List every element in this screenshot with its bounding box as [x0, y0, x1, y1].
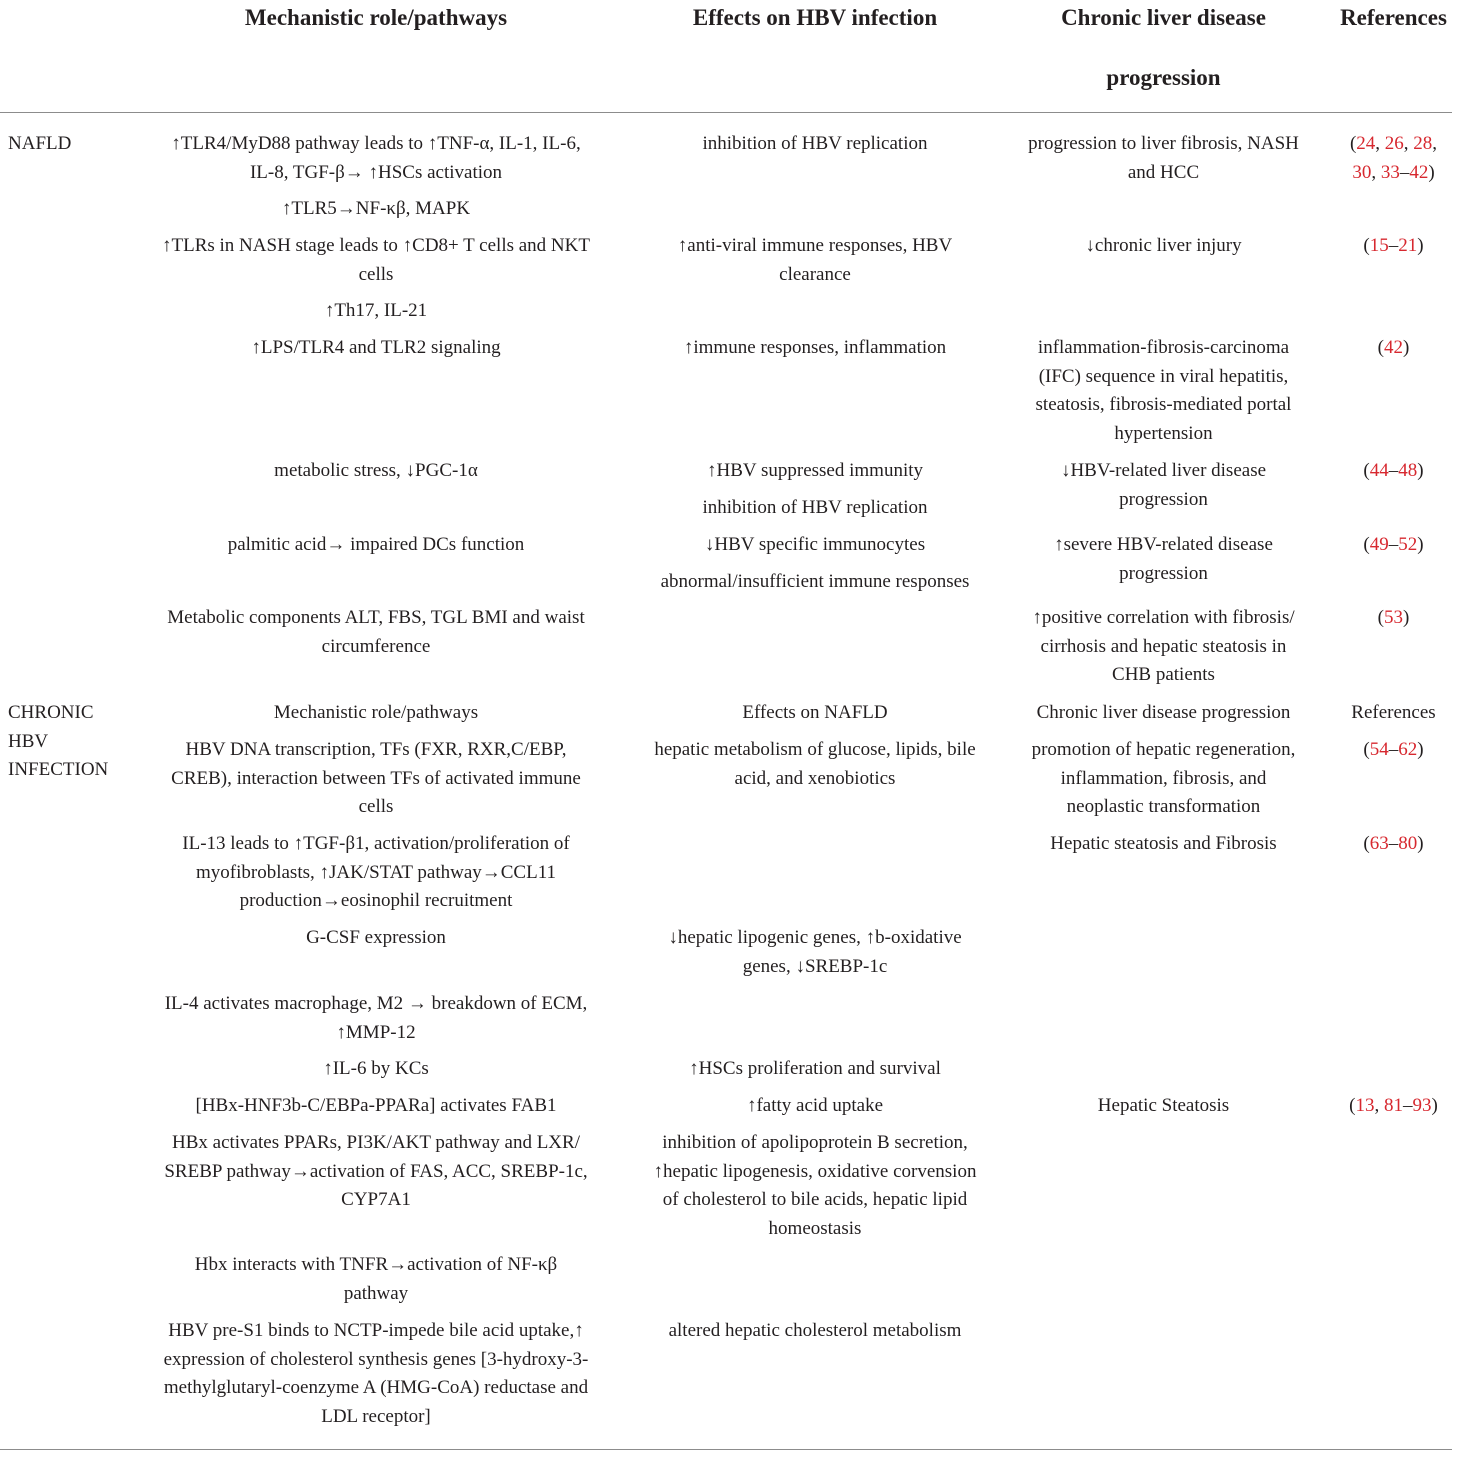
mechanism-cell [136, 195, 616, 224]
reference-number-link[interactable]: 28 [1413, 133, 1433, 154]
header-references: References [1340, 5, 1447, 30]
cell-line: progression [1119, 488, 1208, 510]
reference-number-link[interactable]: 21 [1398, 235, 1418, 256]
cell-line: cells [358, 263, 394, 285]
cell-line: ↑LPS/TLR4 and TLR2 signaling [251, 337, 501, 358]
cell-line: production→eosinophil recruitment [239, 890, 513, 911]
cell-line[interactable]: (24, 26, 28, [1349, 133, 1438, 154]
cell-line[interactable]: (63–80) [1363, 833, 1424, 854]
cell-line: of cholesterol to bile acids, hepatic lipid [662, 1189, 968, 1210]
cell-line: SREBP pathway→activation of FAS, ACC, SREBP-1c, [164, 1160, 588, 1182]
cell-line: palmitic acid→ impaired DCs function [227, 534, 525, 555]
progression-cell [1000, 531, 1327, 588]
cell-line: acid, and xenobiotics [734, 767, 896, 789]
cell-line: ↓chronic liver injury [1085, 235, 1242, 256]
cell-line[interactable]: (42) [1377, 337, 1410, 358]
cell-line: ↑HSCs proliferation and survival [689, 1058, 941, 1079]
cell-line[interactable]: (15–21) [1363, 235, 1424, 256]
cell-line: inhibition of HBV replication [702, 133, 928, 154]
progression-cell [1000, 604, 1327, 690]
cell-line: inhibition of apolipoprotein B secretion, [662, 1132, 968, 1153]
reference-number-link[interactable]: 48 [1398, 460, 1418, 481]
cell-line: cirrhosis and hepatic steatosis in [1040, 635, 1287, 657]
header-effects: Effects on HBV infection [692, 5, 938, 30]
category-nafld: NAFLD [8, 133, 72, 154]
progression-cell [1000, 457, 1327, 514]
cell-line: neoplastic transformation [1066, 796, 1261, 817]
cell-line: G-CSF expression [306, 927, 446, 948]
reference-number-link[interactable]: 63 [1369, 833, 1389, 854]
mechanism-cell [136, 924, 616, 953]
mechanism-cell [136, 1129, 616, 1215]
effect-cell [630, 1317, 1000, 1346]
effect-cell [630, 568, 1000, 597]
cell-line: CREB), interaction between TFs of activated immune [171, 767, 581, 789]
effect-cell [630, 924, 1000, 981]
cell-line: Hbx interacts with TNFR→activation of NF-κβ [194, 1254, 558, 1275]
header-rule [0, 112, 1452, 113]
category-chronic-hbv [8, 699, 133, 785]
mechanism-cell [136, 531, 616, 560]
header-progression-line2: progression [1106, 65, 1221, 90]
effect-cell [630, 1129, 1000, 1243]
reference-number-link[interactable]: 54 [1369, 739, 1389, 760]
cell-line[interactable]: (13, 81–93) [1349, 1095, 1438, 1116]
reference-number-link[interactable]: 13 [1355, 1095, 1375, 1116]
effect-cell [630, 232, 1000, 289]
cell-line: clearance [779, 263, 851, 285]
mechanism-cell [136, 232, 616, 289]
cell-line[interactable]: (44–48) [1363, 460, 1424, 481]
mechanism-cell [136, 990, 616, 1047]
reference-number-link[interactable]: 62 [1398, 739, 1418, 760]
cell-line: homeostasis [768, 1217, 862, 1239]
cell-line: steatosis, fibrosis-mediated portal [1035, 394, 1292, 415]
cell-line: pathway [343, 1282, 409, 1304]
reference-number-link[interactable]: 49 [1369, 534, 1389, 555]
reference-number-link[interactable]: 81 [1384, 1095, 1403, 1116]
cell-line: methylglutaryl-coenzyme A (HMG-CoA) reductase and [163, 1377, 589, 1398]
header-progression-line1: Chronic liver disease [1061, 5, 1266, 30]
mechanism-cell [136, 1092, 616, 1121]
cell-line: ↓HBV specific immunocytes [704, 534, 926, 555]
effect-cell [630, 130, 1000, 159]
cell-line: ↑IL-6 by KCs [323, 1058, 429, 1079]
cell-line: LDL receptor] [321, 1405, 431, 1427]
reference-number-link[interactable]: 30 [1352, 161, 1372, 183]
cell-line: ↑positive correlation with fibrosis/ [1032, 607, 1295, 628]
cell-line: myofibroblasts, ↑JAK/STAT pathway→CCL11 [196, 861, 556, 883]
progression-cell [1000, 736, 1327, 822]
reference-cell [1327, 531, 1460, 560]
reference-number-link[interactable]: 15 [1369, 235, 1389, 256]
reference-number-link[interactable]: 52 [1398, 534, 1418, 555]
reference-number-link[interactable]: 24 [1356, 133, 1376, 154]
cell-line: genes, ↓SREBP-1c [742, 955, 888, 977]
cell-line: CHB patients [1112, 664, 1215, 685]
reference-cell [1327, 334, 1460, 363]
cell-line[interactable]: (53) [1377, 607, 1410, 628]
cell-line: progression to liver fibrosis, NASH [1028, 133, 1299, 154]
cell-line: inhibition of HBV replication [702, 497, 928, 518]
mechanism-cell [136, 1251, 616, 1308]
cell-line: Mechanistic role/pathways [273, 702, 479, 723]
cell-line: HBV DNA transcription, TFs (FXR, RXR,C/EBP, [185, 739, 567, 760]
cell-line: hepatic metabolism of glucose, lipids, bile [654, 739, 976, 760]
progression-cell [1000, 830, 1327, 859]
effect-cell [630, 736, 1000, 793]
effect-cell [630, 1092, 1000, 1121]
cell-line: Metabolic components ALT, FBS, TGL BMI and waist [167, 607, 585, 628]
progression-cell [1000, 130, 1327, 187]
mechanism-cell [136, 1055, 616, 1084]
effect-cell [630, 531, 1000, 560]
category-hbv-line3: INFECTION [8, 759, 109, 780]
cell-line: ↑TLR4/MyD88 pathway leads to ↑TNF-α, IL-1, IL-6, [171, 133, 581, 154]
reference-number-link[interactable]: 42 [1409, 161, 1429, 183]
cell-line: abnormal/insufficient immune responses [660, 571, 970, 592]
mechanism-cell [136, 736, 616, 822]
cell-line: progression [1119, 562, 1208, 584]
cell-line: ↑TLR5→NF-κβ, MAPK [281, 198, 471, 219]
cell-line: References [1351, 702, 1436, 723]
header-progression [1000, 0, 1327, 108]
reference-cell [1327, 830, 1460, 859]
cell-line: ↑fatty acid uptake [746, 1095, 884, 1116]
cell-line: ↓hepatic lipogenic genes, ↑b-oxidative [668, 927, 962, 948]
effect-cell [630, 457, 1000, 486]
cell-line: cells [358, 796, 394, 817]
cell-line: ↑anti-viral immune responses, HBV [677, 235, 953, 256]
cell-line: hypertension [1114, 422, 1213, 444]
mechanism-cell [136, 1317, 616, 1431]
mechanism-cell [136, 457, 616, 486]
progression-cell [1000, 232, 1327, 261]
progression-cell [1000, 1092, 1327, 1121]
progression-cell [1000, 699, 1327, 728]
cell-line: expression of cholesterol synthesis genes [3-hydroxy-3- [163, 1348, 589, 1370]
reference-cell [1327, 130, 1460, 187]
reference-number-link[interactable]: 44 [1369, 460, 1389, 481]
cell-line: Effects on NAFLD [742, 702, 888, 723]
cell-line[interactable]: (54–62) [1363, 739, 1424, 760]
cell-line: IL-4 activates macrophage, M2 → breakdown of ECM, [164, 993, 588, 1014]
effect-cell [630, 1055, 1000, 1084]
reference-number-link[interactable]: 42 [1384, 337, 1403, 358]
cell-line: HBx activates PPARs, PI3K/AKT pathway and LXR/ [172, 1132, 580, 1153]
cell-line: ↑immune responses, inflammation [683, 337, 947, 358]
cell-line: (IFC) sequence in viral hepatitis, [1038, 365, 1289, 387]
mechanism-cell [136, 130, 616, 187]
cell-line: ↑HBV suppressed immunity [706, 460, 924, 481]
header-mechanism: Mechanistic role/pathways [244, 5, 508, 30]
cell-line: IL-8, TGF-β→ ↑HSCs activation [249, 161, 503, 183]
reference-cell [1327, 457, 1460, 486]
reference-cell [1327, 604, 1460, 633]
mechanism-cell [136, 297, 616, 326]
effect-cell [630, 494, 1000, 523]
reference-number-link[interactable]: 80 [1398, 833, 1418, 854]
mechanism-cell [136, 604, 616, 661]
reference-cell [1327, 232, 1460, 261]
cell-line: IL-13 leads to ↑TGF-β1, activation/proliferation of [182, 833, 570, 854]
cell-line[interactable]: (49–52) [1363, 534, 1424, 555]
cell-line: ↑TLRs in NASH stage leads to ↑CD8+ T cells and NKT [162, 235, 590, 256]
cell-line: HBV pre-S1 binds to NCTP-impede bile acid uptake,↑ [168, 1320, 584, 1341]
effect-cell [630, 699, 1000, 728]
cell-line: and HCC [1127, 161, 1200, 183]
cell-line: ↑hepatic lipogenesis, oxidative corvension [653, 1160, 977, 1182]
cell-line: ↑MMP-12 [336, 1021, 416, 1043]
reference-number-link[interactable]: 33 [1380, 161, 1400, 183]
cell-line: inflammation-fibrosis-carcinoma [1037, 337, 1290, 358]
cell-line: ↑Th17, IL-21 [324, 300, 428, 321]
category-hbv-line2: HBV [8, 730, 49, 752]
effect-cell [630, 334, 1000, 363]
cell-line: Hepatic steatosis and Fibrosis [1050, 833, 1277, 854]
mechanism-cell [136, 830, 616, 916]
cell-line: altered hepatic cholesterol metabolism [668, 1320, 962, 1341]
reference-cell [1327, 1092, 1460, 1121]
cell-line: metabolic stress, ↓PGC-1α [274, 460, 478, 481]
cell-line: [HBx-HNF3b-C/EBPa-PPARa] activates FAB1 [195, 1095, 557, 1116]
cell-line: promotion of hepatic regeneration, [1031, 739, 1296, 760]
category-hbv-line1: CHRONIC [8, 702, 94, 723]
reference-cell [1327, 736, 1460, 765]
cell-line: Chronic liver disease progression [1036, 702, 1291, 723]
cell-line[interactable]: 30, 33–42) [1352, 161, 1435, 183]
progression-cell [1000, 334, 1327, 448]
cell-line: circumference [321, 635, 431, 657]
bottom-rule [0, 1449, 1452, 1450]
cell-line: Hepatic Steatosis [1097, 1095, 1230, 1116]
reference-number-link[interactable]: 26 [1384, 133, 1404, 154]
mechanism-cell [136, 334, 616, 363]
reference-number-link[interactable]: 93 [1412, 1095, 1432, 1116]
cell-line: CYP7A1 [341, 1189, 411, 1210]
mechanism-cell [136, 699, 616, 728]
cell-line: inflammation, fibrosis, and [1060, 767, 1267, 789]
reference-number-link[interactable]: 53 [1384, 607, 1403, 628]
cell-line: ↑severe HBV-related disease [1054, 534, 1273, 555]
cell-line: ↓HBV-related liver disease [1060, 460, 1267, 481]
reference-header-cell [1327, 699, 1460, 728]
